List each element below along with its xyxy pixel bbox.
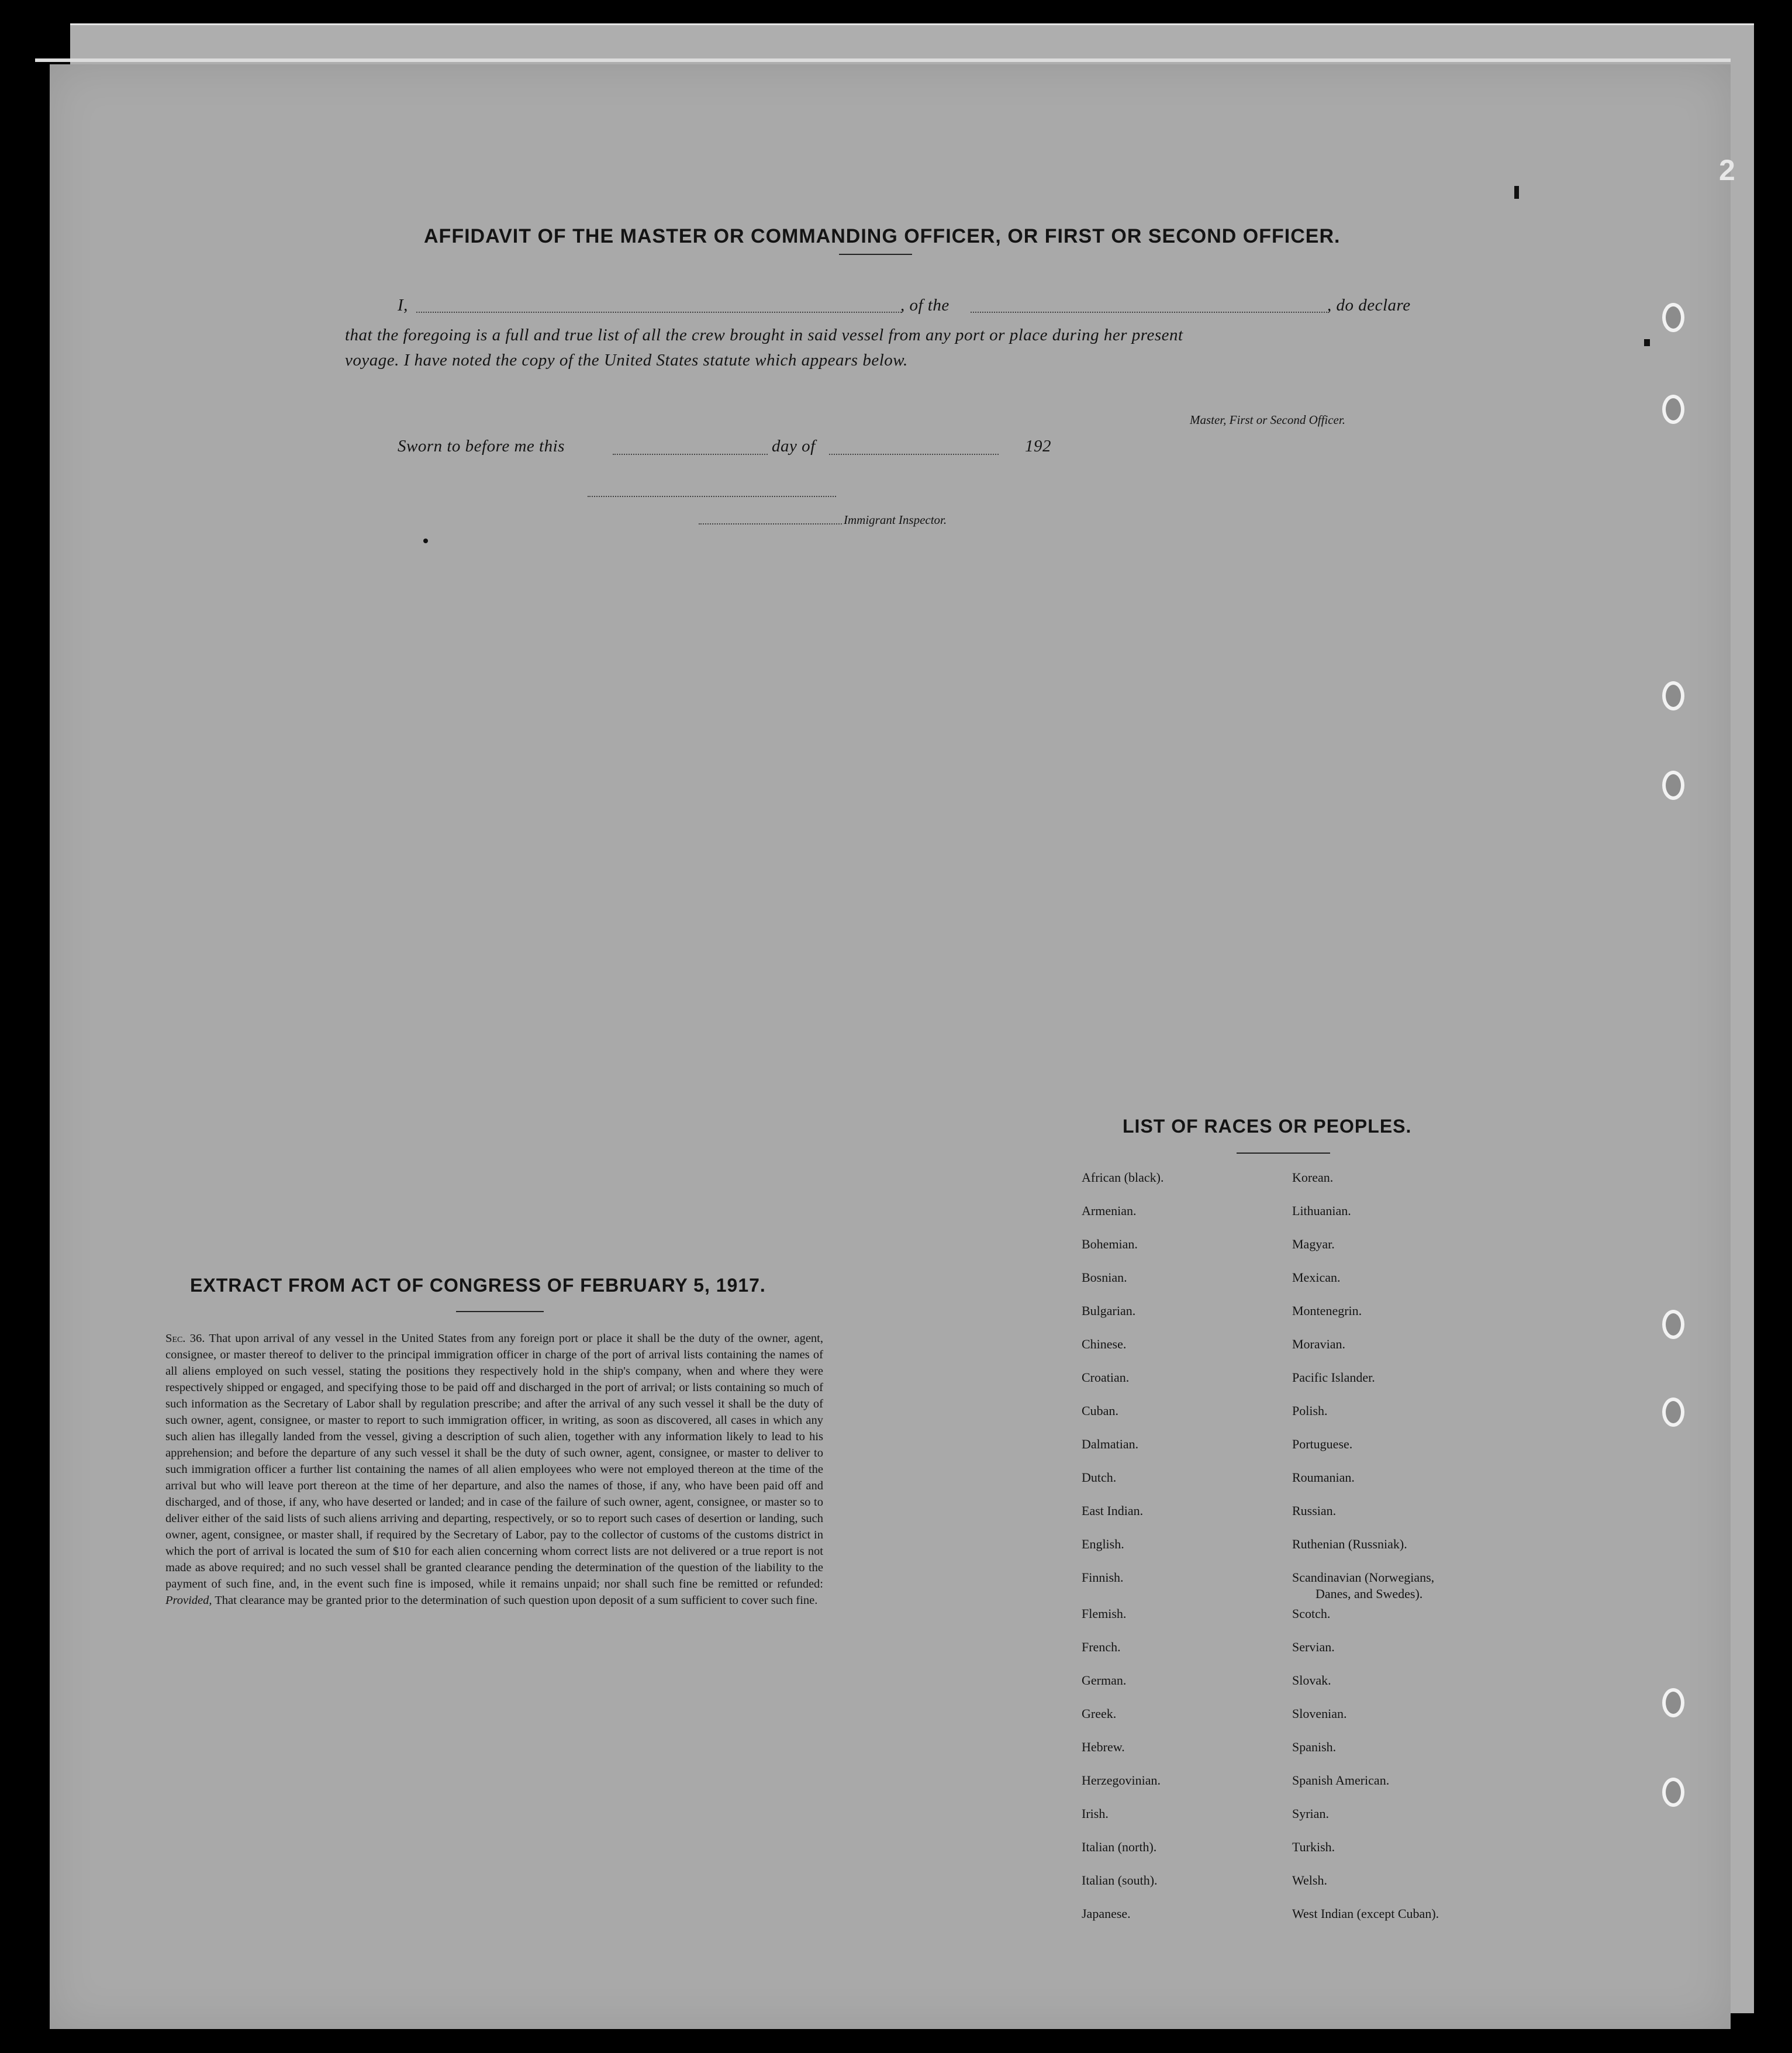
- ink-speck: [1514, 186, 1519, 199]
- race-item: Turkish.: [1292, 1840, 1335, 1854]
- race-item: Portuguese.: [1292, 1437, 1353, 1451]
- race-item: Roumanian.: [1292, 1470, 1355, 1485]
- race-item: Montenegrin.: [1292, 1303, 1362, 1318]
- affidavit-title: AFFIDAVIT OF THE MASTER OR COMMANDING OFFICER, OR FIRST OR SECOND OFFICER.: [424, 225, 1341, 247]
- binder-hole-icon: [1662, 681, 1684, 710]
- race-item: Bosnian.: [1082, 1270, 1127, 1285]
- race-item: Dalmatian.: [1082, 1437, 1139, 1451]
- binder-hole-icon: [1662, 771, 1684, 800]
- race-item: Japanese.: [1082, 1906, 1131, 1921]
- day-of-label: day of: [772, 437, 816, 456]
- race-item: Welsh.: [1292, 1873, 1327, 1888]
- race-item: Greek.: [1082, 1706, 1117, 1721]
- race-item: Irish.: [1082, 1806, 1109, 1821]
- statute-text: [165, 1330, 823, 1609]
- race-item: Russian.: [1292, 1503, 1337, 1518]
- master-name-field[interactable]: [416, 312, 902, 313]
- affidavit-statement-line3: voyage. I have noted the copy of the United States statute which appears below.: [345, 351, 908, 370]
- race-item: Croatian.: [1082, 1370, 1130, 1385]
- affidavit-i-label: I,: [398, 296, 408, 315]
- race-item: Finnish.: [1082, 1570, 1124, 1585]
- race-item: [1292, 1569, 1439, 1606]
- race-item-line: Scandinavian (Norwegians,: [1292, 1570, 1435, 1585]
- race-item: Korean.: [1292, 1170, 1334, 1185]
- statute-body: That upon arrival of any vessel in the United States from any foreign port or place it shall be the duty of the owner, agent, consignee, or master thereof to deliver to the principal immigration officer in charge of the port of arrival lists containing the names of all aliens employed on such vessel, stating the positions they respectively hold in the ship's company, when and where they were respectively shipped or engaged, and specifying those to be paid off and discharged in the port of arrival; or lists containing so much of such information as the Secretary of Labor shall by regulation prescribe; and after the arrival of any such vessel it shall be the duty of such owner, agent, consignee, or master to report to such immigration officer, in writing, as soon as discovered, all cases in which any such alien has illegally landed from the vessel, giving a description of such alien, together with any information likely to lead to his apprehension; and before the departure of any such vessel it shall be the duty of such owner, agent, consignee, or master to deliver to such immigration officer a further list containing the names of all alien employees who were not employed thereon at the time of the arrival but who will leave port thereon at the time of her departure, and also the names of those, if any, who have been paid off and discharged, and of those, if any, who have deserted or landed; and in case of the failure of such owner, agent, consignee, or master so to deliver either of the said lists of such aliens arriving and departing, respectively, or so to report such cases of desertion or landing, such owner, agent, consignee, or master shall, if required by the Secretary of Labor, pay to the collector of customs of the customs district in which the port of arrival is located the sum of $10 for each alien concerning whom correct lists are not delivered or a true report is not made as above required; and no such vessel shall be granted clearance pending the determination of the question of the liability to the payment of such fine, and, in the event such fine is imposed, while it remains unpaid; nor shall such fine be remitted or refunded:: [165, 1332, 823, 1590]
- race-item: West Indian (except Cuban).: [1292, 1906, 1439, 1921]
- races-title-rule: [1237, 1153, 1330, 1154]
- race-item-line: Danes, and Swedes).: [1315, 1586, 1423, 1601]
- race-item: Slovenian.: [1292, 1706, 1347, 1721]
- sworn-label: Sworn to before me this: [398, 437, 565, 456]
- race-item: Spanish.: [1292, 1740, 1337, 1754]
- race-item: Polish.: [1292, 1403, 1328, 1418]
- race-item: Scotch.: [1292, 1606, 1331, 1621]
- inspector-label: Immigrant Inspector.: [844, 513, 947, 527]
- binder-hole-icon: [1662, 395, 1684, 424]
- page-number: 2: [1719, 154, 1735, 187]
- ink-speck: [1644, 339, 1650, 346]
- binder-hole-icon: [1662, 1778, 1684, 1807]
- inspector-signature-field[interactable]: [588, 496, 836, 497]
- extract-title-rule: [456, 1311, 544, 1312]
- sworn-day-field[interactable]: [613, 454, 768, 455]
- race-item: East Indian.: [1082, 1503, 1144, 1518]
- race-item: Hebrew.: [1082, 1740, 1125, 1754]
- race-item: Slovak.: [1292, 1673, 1331, 1688]
- affidavit-statement-line2: that the foregoing is a full and true list of all the crew brought in said vessel from any port or place during her present: [345, 326, 1183, 344]
- race-item: Spanish American.: [1292, 1773, 1390, 1788]
- races-right-column: [1292, 1169, 1439, 1939]
- races-title: LIST OF RACES OR PEOPLES.: [1123, 1116, 1412, 1137]
- page-edge: [35, 58, 1731, 62]
- race-item: Servian.: [1292, 1640, 1335, 1654]
- binder-hole-icon: [1662, 1398, 1684, 1427]
- master-signature-label: Master, First or Second Officer.: [1190, 413, 1345, 427]
- binder-hole-icon: [1662, 1688, 1684, 1717]
- race-item: Italian (south).: [1082, 1873, 1158, 1888]
- race-item: Magyar.: [1292, 1237, 1335, 1251]
- race-item: Flemish.: [1082, 1606, 1127, 1621]
- race-item: Armenian.: [1082, 1203, 1137, 1218]
- statute-body-end: That clearance may be granted prior to the determination of such question upon deposit of a sum sufficient to cover such fine.: [212, 1594, 818, 1607]
- ink-speck: [423, 539, 428, 543]
- race-item: Bulgarian.: [1082, 1303, 1136, 1318]
- race-item: German.: [1082, 1673, 1127, 1688]
- race-item: Pacific Islander.: [1292, 1370, 1375, 1385]
- binder-hole-icon: [1662, 303, 1684, 332]
- extract-title: EXTRACT FROM ACT OF CONGRESS OF FEBRUARY 5, 1917.: [190, 1275, 766, 1296]
- race-item: Chinese.: [1082, 1337, 1127, 1351]
- race-item: Lithuanian.: [1292, 1203, 1351, 1218]
- year-label: 192: [1025, 437, 1051, 456]
- race-item: Mexican.: [1292, 1270, 1341, 1285]
- affidavit-title-rule: [839, 254, 912, 255]
- binder-hole-icon: [1662, 1310, 1684, 1339]
- inspector-name-field[interactable]: [699, 523, 842, 525]
- races-left-column: [1082, 1169, 1163, 1939]
- race-item: Bohemian.: [1082, 1237, 1138, 1251]
- race-item: Cuban.: [1082, 1403, 1118, 1418]
- race-item: African (black).: [1082, 1170, 1164, 1185]
- statute-section: Sec. 36.: [165, 1332, 205, 1345]
- race-item: French.: [1082, 1640, 1121, 1654]
- race-item: Ruthenian (Russniak).: [1292, 1537, 1407, 1551]
- race-item: Herzegovinian.: [1082, 1773, 1161, 1788]
- statute-provided: Provided,: [165, 1594, 212, 1607]
- race-item: English.: [1082, 1537, 1124, 1551]
- race-item: Syrian.: [1292, 1806, 1329, 1821]
- race-item: Dutch.: [1082, 1470, 1117, 1485]
- sworn-month-field[interactable]: [829, 454, 999, 455]
- affidavit-of-the-label: , of the: [900, 296, 949, 315]
- race-item: Italian (north).: [1082, 1840, 1157, 1854]
- affidavit-declare-label: , do declare: [1327, 296, 1411, 315]
- race-item: Moravian.: [1292, 1337, 1346, 1351]
- vessel-name-field[interactable]: [971, 312, 1327, 313]
